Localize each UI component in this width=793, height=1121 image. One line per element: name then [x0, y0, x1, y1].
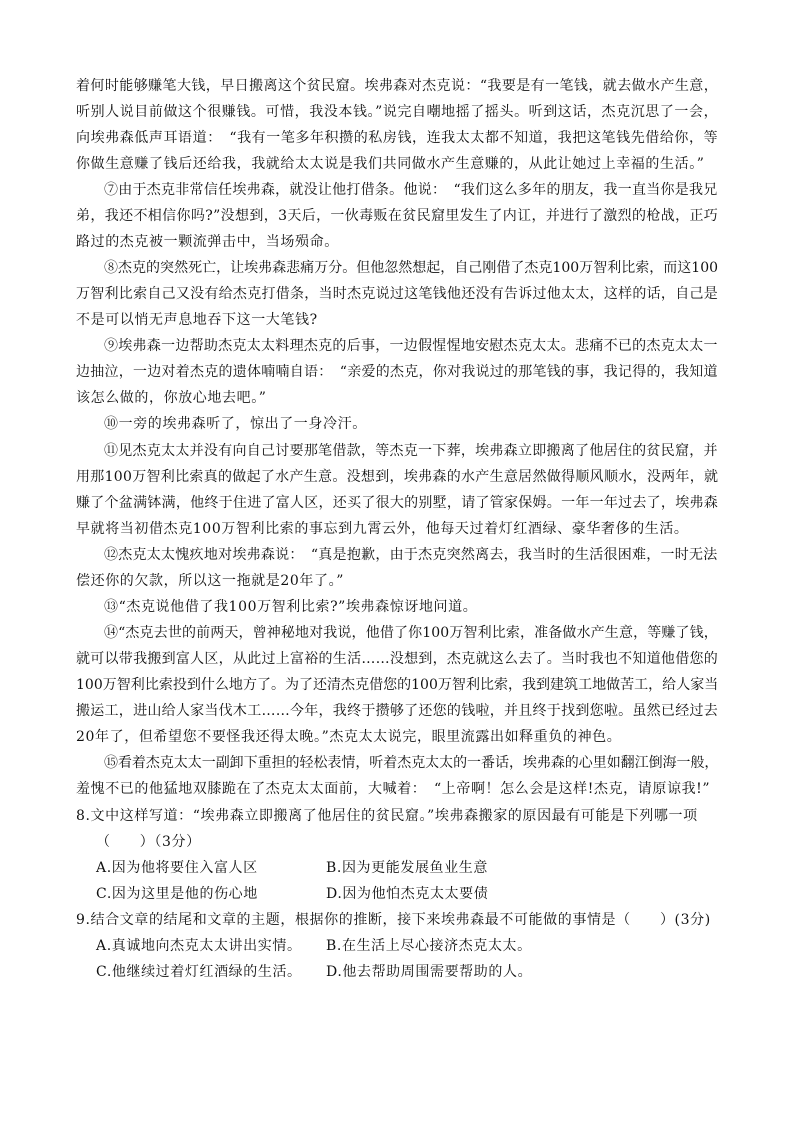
paragraph-8-start: ⑧杰克的突然死亡，让埃弗森悲痛万分。但他忽然想起，自己刚借了杰克100万智利比索，而这100 — [104, 260, 719, 276]
passage-line: 羞愧不已的他猛地双膝跪在了杰克太太面前，大喊着： “上帝啊！怎么会是这样!杰克，请原谅我!” — [76, 781, 711, 797]
passage-line: 弟，我还不相信你吗?”没想到，3天后，一伙毒贩在贫民窟里发生了内讧，并进行了激烈的枪战，正巧 — [76, 208, 719, 224]
paragraph-11-start: ⑪见杰克太太并没有向自己讨要那笔借款，等杰克一下葬，埃弗森立即搬离了他居住的贫民窟，并 — [104, 443, 718, 459]
passage-line: 赚了个盆满钵满，他终于住进了富人区，还买了很大的别墅，请了管家保姆。一年一年过去了，埃弗森 — [76, 495, 718, 511]
question-9-option-b[interactable]: B.在生活上尽心接济杰克太太。 — [326, 938, 532, 954]
passage-line: 100万智利比索投到什么地方了。为了还清杰克借您的100万智利比索，我到建筑工地做苦工，给人家当 — [76, 677, 719, 693]
passage-line: 听别人说目前做这个很赚钱。可惜，我没本钱。”说完自嘲地摇了摇头。听到这话，杰克沉思了一会， — [76, 104, 719, 120]
paragraph-9-start: ⑨埃弗森一边帮助杰克太太料理杰克的后事，一边假惺惺地安慰杰克太太。悲痛不已的杰克太太一 — [104, 338, 718, 354]
question-9-stem: 9.结合文章的结尾和文章的主题，根据你的推断，接下来埃弗森最不可能做的事情是（ ）(3分) — [76, 912, 711, 928]
question-8-option-b[interactable]: B.因为更能发展鱼业生意 — [326, 860, 488, 876]
passage-line: 搬运工，进山给人家当伐木工……今年，我终于攒够了还您的钱啦，并且终于找到您啦。虽然已经过去 — [76, 703, 718, 719]
passage-line: 不是可以悄无声息地吞下这一大笔钱? — [76, 312, 318, 328]
passage-line: 该怎么做的，你放心地去吧。” — [76, 390, 267, 406]
passage-line: 就可以带我搬到富人区，从此过上富裕的生活……没想到，杰克就这么去了。当时我也不知道他借您的 — [76, 651, 718, 667]
question-9-option-a[interactable]: A.真诚地向杰克太太讲出实情。 — [96, 938, 302, 954]
passage-line: 用那100万智利比索真的做起了水产生意。没想到，埃弗森的水产生意居然做得顺风顺水，没两年，就 — [76, 469, 719, 485]
question-8-answer-blank: （ ）（3分） — [96, 834, 201, 850]
passage-line: 偿还你的欠款，所以这一拖就是20年了。” — [76, 573, 344, 589]
passage-line: 着何时能够赚笔大钱，早日搬离这个贫民窟。埃弗森对杰克说：“我要是有一笔钱，就去做水产生意， — [76, 78, 719, 94]
passage-line: 边抽泣，一边对着杰克的遗体喃喃自语： “亲爱的杰克，你对我说过的那笔钱的事，我记得的，我知道 — [76, 364, 718, 380]
paragraph-14-start: ⑭“杰克去世的前两天，曾神秘地对我说，他借了你100万智利比索，准备做水产生意，等赚了钱， — [104, 625, 718, 641]
paragraph-12-start: ⑫杰克太太愧疚地对埃弗森说： “真是抱歉，由于杰克突然离去，我当时的生活很困难，一时无法 — [104, 547, 718, 563]
paragraph-13: ⑬“杰克说他借了我100万智利比索?”埃弗森惊讶地问道。 — [104, 599, 478, 615]
passage-line: 万智利比索自己又没有给杰克打借条，当时杰克说过这笔钱他还没有告诉过他太太，这样的话，自己是 — [76, 286, 718, 302]
paragraph-15-start: ⑮看着杰克太太一副卸下重担的轻松表情，听着杰克太太的一番话，埃弗森的心里如翻江倒海一般， — [104, 755, 719, 771]
passage-line: 路过的杰克被一颗流弹击中，当场殒命。 — [76, 234, 339, 250]
paragraph-7-start: ⑦由于杰克非常信任埃弗森，就没让他打借条。他说： “我们这么多年的朋友，我一直当你是我兄 — [104, 182, 718, 198]
question-9-option-c[interactable]: C.他继续过着灯红酒绿的生活。 — [96, 964, 302, 980]
question-8-stem: 8.文中这样写道：“埃弗森立即搬离了他居住的贫民窟。”埃弗森搬家的原因最有可能是下列哪一项 — [76, 808, 698, 824]
passage-line: 你做生意赚了钱后还给我，我就给太太说是我们共同做水产生意赚的，从此让她过上幸福的生活。” — [76, 156, 705, 172]
question-9-option-d[interactable]: D.他去帮助周围需要帮助的人。 — [326, 964, 533, 980]
question-8-option-c[interactable]: C.因为这里是他的伤心地 — [96, 886, 258, 902]
paragraph-10: ⑩一旁的埃弗森听了，惊出了一身冷汗。 — [104, 416, 367, 432]
question-8-option-d[interactable]: D.因为他怕杰克太太要债 — [326, 886, 489, 902]
passage-line: 向埃弗森低声耳语道： “我有一笔多年积攒的私房钱，连我太太都不知道，我把这笔钱先借给你，等 — [76, 130, 719, 146]
passage-line: 早就将当初借杰克100万智利比索的事忘到九霄云外，他每天过着灯红酒绿、豪华奢侈的生活。 — [76, 521, 689, 537]
passage-line: 20年了，但希望您不要怪我还得太晚。”杰克太太说完，眼里流露出如释重负的神色。 — [76, 729, 622, 745]
question-8-option-a[interactable]: A.因为他将要住入富人区 — [96, 860, 258, 876]
